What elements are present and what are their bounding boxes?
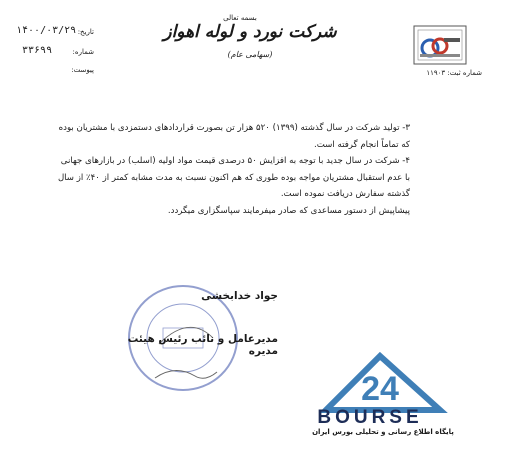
bourse-wordmark <box>296 406 444 426</box>
paragraph-3: ۳- تولید شرکت در سال گذشته (۱۳۹۹) ۵۲۰ هزار تن بصورت قراردادهای دستمزدی با مشتریان بوده که تماماً انجام گرفته است. <box>58 123 410 150</box>
number-value: ۳۳۶۹۹ <box>22 45 53 56</box>
closing-line: پیشاپیش از دستور مساعدی که صادر میفرمایند سپاسگزاری میگردد. <box>167 205 410 216</box>
date-label: تاریخ: <box>77 28 94 36</box>
number-label: شماره: <box>72 48 94 56</box>
company-name <box>150 22 350 62</box>
bourse-logo-number: 24 <box>361 370 399 408</box>
bourse-wordmark-text: BOURSE <box>317 407 423 426</box>
registration-number: شماره ثبت: ۱۱۹۰۳ <box>426 69 482 77</box>
company-logo <box>412 24 468 72</box>
company-name-text: شرکت نورد و لوله اهواز <box>163 22 337 42</box>
company-type: (سهامی عام) <box>227 50 273 59</box>
paragraph-4: ۴- شرکت در سال جدید با توجه به افزایش ۵۰ درصدی قیمت مواد اولیه (اسلب) در بازارهای جهانی با عدم استقبال مشتریان مواجه بوده طوری که هم اکنون نسبت به مدت مشابه کمتر از ۴۰٪ از سال گذشته سفارش دریافت نموده است. <box>57 156 410 200</box>
bourse-caption: پایگاه اطلاع رسانی و تحلیلی بورس ایران <box>312 428 454 436</box>
attachment-label: پیوست: <box>71 66 94 74</box>
date-value: ۱۴۰۰/۰۳/۲۹ <box>16 25 77 36</box>
signer-title: مدیرعامل و نائب رئیس هیئت مدیره <box>127 333 278 357</box>
letter-body <box>55 120 410 220</box>
bourse24-logo-icon <box>318 352 448 414</box>
signer-name: جواد خدابخشی <box>201 290 278 302</box>
bismillah: بسمه تعالی <box>223 14 257 22</box>
